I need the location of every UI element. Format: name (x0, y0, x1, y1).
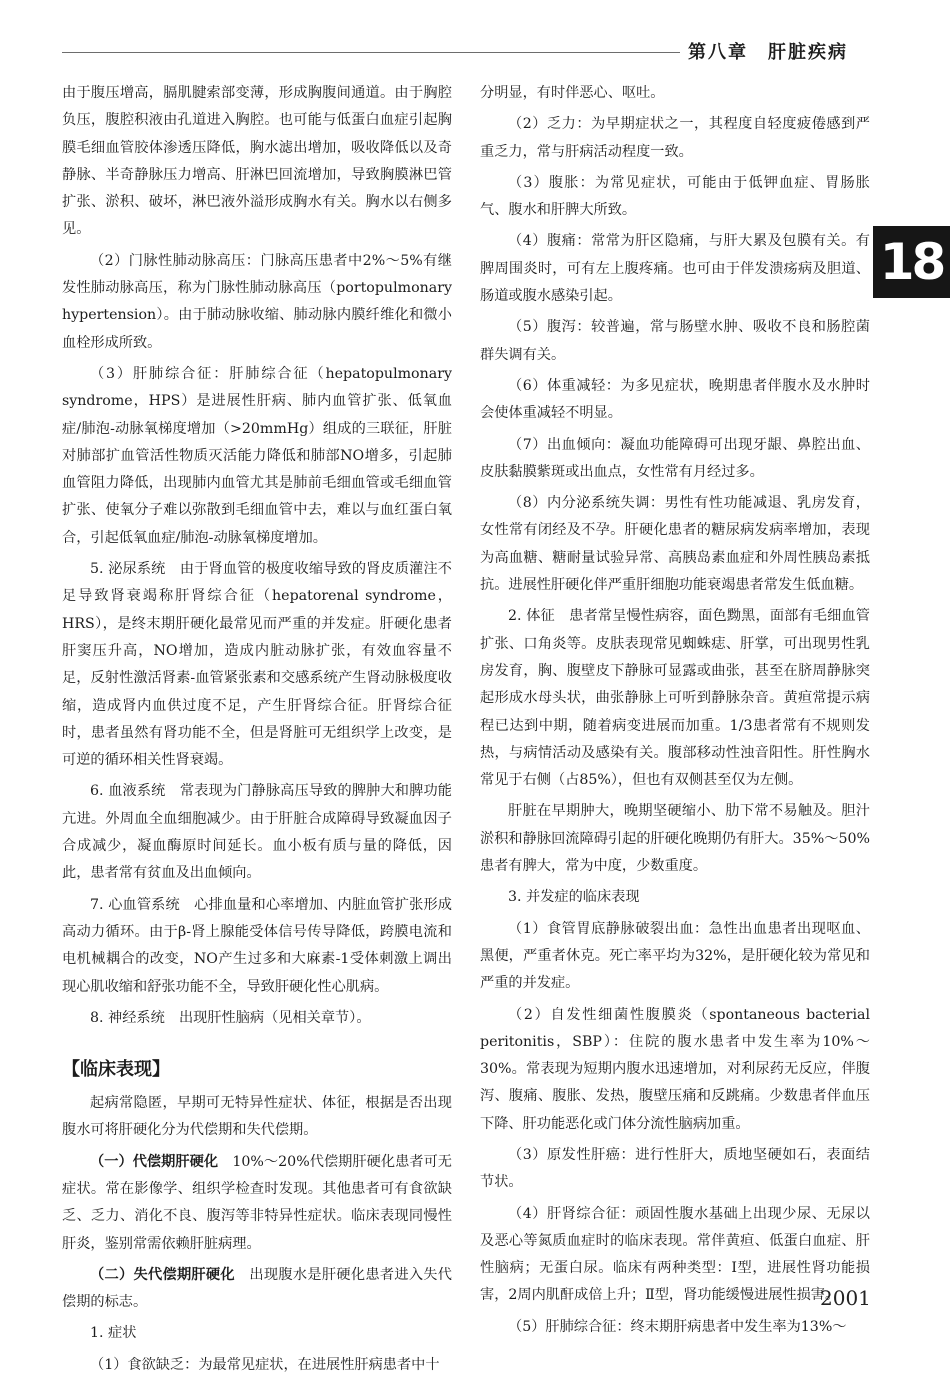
paragraph: （5）肝肺综合征：终末期肝病患者中发生率为13%～ (508, 1318, 847, 1335)
paragraph: （1）食管胃底静脉破裂出血：急性出血患者出现呕血、黑便，严重者休克。死亡率平均为32%，是肝硬化较为常见和严重的并发症。 (480, 920, 870, 992)
paragraph (62, 1149, 452, 1258)
paragraph: 起病常隐匿，早期可无特异性症状、体征，根据是否出现腹水可将肝硬化分为代偿期和失代偿期。 (62, 1095, 452, 1139)
paragraph: （3）肝肺综合征：肝肺综合征（hepatopulmonary syndrome，HPS）是进展性肝病、肺内血管扩张、低氧血症/肺泡-动脉氧梯度增加（>20mmHg）组成的三联征，肝脏对肺部扩血管活性物质灭活能力降低和肺部NO增多，引起肺血管阻力降低，出现肺内血管尤其是肺前毛细血管或毛细血管扩张、使氧分子难以弥散到毛细血管中去，难以与血红蛋白氧合，引起低氧血症/肺泡-动脉氧梯度增加。 (62, 365, 452, 546)
paragraph: （7）出血倾向：凝血功能障碍可出现牙龈、鼻腔出血、皮肤黏膜紫斑或出血点，女性常有月经过多。 (480, 436, 870, 480)
paragraph: （2）自发性细菌性腹膜炎（spontaneous bacterial peritonitis，SBP）：住院的腹水患者中发生率为10%～30%。常表现为短期内腹水迅速增加，对利尿药无反应，伴腹泻、腹痛、腹胀、发热，腹壁压痛和反跳痛。少数患者伴血压下降、肝功能恶化或门体分流性脑病加重。 (480, 1006, 870, 1132)
paragraph: （1）食欲缺乏：为最常见症状，在进展性肝病患者中十 (90, 1356, 440, 1373)
paragraph: 1. 症状 (90, 1325, 137, 1342)
paragraph: （3）腹胀：为常见症状，可能由于低钾血症、胃肠胀气、腹水和肝脾大所致。 (480, 174, 870, 219)
paragraph: 6. 血液系统 常表现为门静脉高压导致的脾肿大和脾功能亢进。外周血全血细胞减少。由于肝脏合成障碍导致凝血因子合成减少，凝血酶原时间延长。血小板有质与量的降低，因此，患者常有贫血及出血倾向。 (62, 783, 452, 882)
paragraph: （4）腹痛：常常为肝区隐痛，与肝大累及包膜有关。有脾周围炎时，可有左上腹疼痛。也可由于伴发溃疡病及胆道、肠道或腹水感染引起。 (480, 233, 870, 305)
paragraph-text: 10%～20%代偿期肝硬化患者可无症状。常在影像学、组织学检查时发现。其他患者可有食欲缺乏、乏力、消化不良、腹泻等非特异性症状。临床表现同慢性肝炎，鉴别常需依赖肝脏病理。 (62, 1153, 452, 1252)
paragraph: 分明显，有时伴恶心、呕吐。 (480, 85, 665, 101)
paragraph: （4）肝肾综合征：顽固性腹水基础上出现少尿、无尿以及恶心等氮质血症时的临床表现。常伴黄疸、低蛋白血症、肝性脑病；无蛋白尿。临床有两种类型：Ⅰ型，进展性肾功能损害，2周内肌酐成倍上升；Ⅱ型，肾功能缓慢进展性损害。 (480, 1205, 870, 1304)
paragraph: （5）腹泻：较普遍，常与肠壁水肿、吸收不良和肠腔菌群失调有关。 (480, 319, 870, 363)
paragraph: （2）门脉性肺动脉高压：门脉高压患者中2%～5%有继发性肺动脉高压，称为门脉性肺动脉高压（portopulmonary hypertension）。由于肺动脉收缩、肺动脉内膜纤维化和微小血栓形成所致。 (62, 252, 452, 351)
paragraph: 2. 体征 患者常呈慢性病容，面色黝黑，面部有毛细血管扩张、口角炎等。皮肤表现常见蜘蛛痣、肝掌，可出现男性乳房发育，胸、腹壁皮下静脉可显露或曲张，甚至在脐周静脉突起形成水母头状，曲张静脉上可听到静脉杂音。黄疸常提示病程已达到中期，随着病变进展而加重。1/3患者常有不规则发热，与病情活动及感染有关。腹部移动性浊音阳性。肝性胸水常见于右侧（占85%），但也有双侧甚至仅为左侧。 (480, 608, 870, 789)
paragraph: 由于腹压增高，膈肌腱索部变薄，形成胸腹间通道。由于胸腔负压，腹腔积液由孔道进入胸腔。也可能与低蛋白血症引起胸膜毛细血管胶体渗透压降低，胸水滤出增加，吸收降低以及奇静脉、半奇静脉压力增高、肝淋巴回流增加，导致胸膜淋巴管扩张、淤积、破坏，淋巴液外溢形成胸水有关。胸水以右侧多见。 (62, 85, 452, 238)
header-rule (62, 52, 680, 53)
chapter-number-tab: 18 (873, 226, 950, 298)
paragraph: （6）体重减轻：为多见症状，晚期患者伴腹水及水肿时会使体重减轻不明显。 (480, 377, 870, 422)
paragraph-text: 出现腹水是肝硬化患者进入失代偿期的标志。 (62, 1266, 452, 1311)
chapter-header-title: 第八章 肝脏疾病 (688, 42, 848, 63)
paragraph (62, 1262, 452, 1317)
subsection-heading: （一）代偿期肝硬化 (90, 1153, 219, 1170)
paragraph: 3. 并发症的临床表现 (508, 889, 640, 906)
section-heading: 【临床表现】 (62, 1059, 170, 1081)
paragraph: 7. 心血管系统 心排血量和心率增加、内脏血管扩张形成高动力循环。由于β-肾上腺能受体信号传导降低，跨膜电流和电机械耦合的改变，NO产生过多和大麻素-1受体刺激上调出现心肌收缩和舒张功能不全，导致肝硬化性心肌病。 (62, 896, 452, 995)
paragraph: （2）乏力：为早期症状之一，其程度自轻度疲倦感到严重乏力，常与肝病活动程度一致。 (480, 116, 870, 160)
paragraph: 5. 泌尿系统 由于肾血管的极度收缩导致的肾皮质灌注不足导致肾衰竭称肝肾综合征（hepatorenal syndrome，HRS），是终末期肝硬化最常见而严重的并发症。肝硬化患者肝窦压升高，NO增加，造成内脏动脉扩张，有效血容量不足，反射性激活肾素-血管紧张素和交感系统产生肾动脉极度收缩，造成肾内血供过度不足，产生肝肾综合征。肝肾综合征时，患者虽然有肾功能不全，但是肾脏可无组织学上改变，是可逆的循环相关性肾衰竭。 (62, 561, 452, 769)
right-column (480, 80, 870, 1341)
page-number: 2001 (820, 1286, 871, 1310)
paragraph: （3）原发性肝癌：进行性肝大，质地坚硬如石，表面结节状。 (480, 1146, 870, 1191)
subsection-heading: （二）失代偿期肝硬化 (90, 1266, 235, 1283)
left-column (62, 80, 452, 1379)
paragraph: （8）内分泌系统失调：男性有性功能减退、乳房发育，女性常有闭经及不孕。肝硬化患者的糖尿病发病率增加，表现为高血糖、糖耐量试验异常、高胰岛素血症和外周性胰岛素抵抗。进展性肝硬化伴严重肝细胞功能衰竭患者常发生低血糖。 (480, 495, 870, 594)
paragraph: 肝脏在早期肿大，晚期坚硬缩小、肋下常不易触及。胆汁淤积和静脉回流障碍引起的肝硬化晚期仍有肝大。35%～50%患者有脾大，常为中度，少数重度。 (480, 803, 870, 875)
paragraph: 8. 神经系统 出现肝性脑病（见相关章节）。 (90, 1009, 371, 1026)
